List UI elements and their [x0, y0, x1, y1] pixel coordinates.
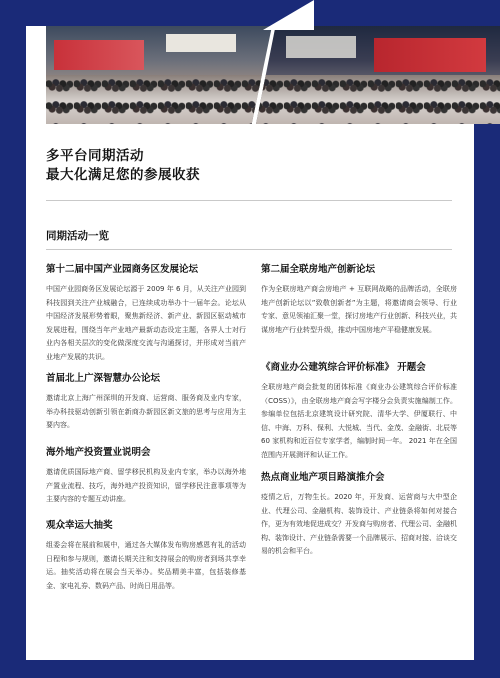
- right-frame-bar: [474, 30, 500, 678]
- event-description: 邀请北京上海广州深圳的开发商、运营商、服务商及业内专家，举办科技驱动创新引领在新商办新园区新文旅的思考与应用为主要内容。: [46, 394, 246, 429]
- event-description: 作为全联房地产商会房地产 + 互联网战略的品牌活动，全联房地产创新论坛以”致敬创新者”为主题，将邀请商会领导、行业专家、意见领袖汇聚一堂，探讨房地产行业创新、科技兴业，共谋房地产行业转型升级，推动中国房地产平稳健康发展。: [261, 285, 457, 334]
- event-item: [46, 373, 246, 433]
- event-photo-conference: [256, 26, 500, 124]
- ceiling-light: [166, 34, 236, 52]
- audience-crowd: [46, 75, 272, 124]
- event-title: 第二届全联房地产创新论坛: [261, 264, 376, 275]
- event-item: [46, 264, 246, 364]
- event-item: [261, 264, 457, 337]
- event-description: 中国产业园商务区发展论坛源于 2009 年 6 月，从关注产业园到科技园到关注产业城融合，已连续成功举办十一届年会。论坛从中国经济发展形势着眼，聚焦新经济、新产业、新园区驱动城市发展进程，围绕当年产业地产最新动态设定主题，各界人士对行业内各相关层次的变化做深度交流与沟通探讨，并形成对当前产业地产发展的共识。: [46, 285, 246, 361]
- section-title: 同期活动一览: [46, 230, 109, 242]
- event-title: 第十二届中国产业园商务区发展论坛: [46, 264, 199, 275]
- event-item: [46, 520, 246, 593]
- event-description: 全联房地产商会批复的团体标准《商业办公建筑综合评价标准（COSS）》，由全联房地产商会写字楼分会负责实施编制工作。参编单位包括北京建筑设计研究院、清华大学、伊厦联行、中信、中海、万科、保利、大悦城、当代、金茂、金融街、北辰等 60 家机构和近百位专家学者，编制时间一年。 2021 年在全国范围内开展测评和认证工作。: [261, 383, 457, 459]
- divider: [46, 200, 452, 201]
- divider: [46, 249, 452, 250]
- stage-backdrop: [374, 38, 486, 72]
- headline-line-2: 最大化满足您的参展收获: [46, 167, 200, 183]
- event-description: 邀请优质国际地产商、留学移民机构及业内专家，举办以海外地产置业流程、技巧，海外地产投资知识，留学移民注意事项等为主要内容的专题互动讲座。: [46, 468, 246, 503]
- page-headline: [46, 147, 200, 185]
- event-item: [261, 362, 457, 462]
- top-frame-bar: [0, 0, 500, 26]
- event-title: 观众幸运大抽奖: [46, 520, 113, 531]
- stage-screen: [54, 40, 144, 70]
- headline-line-1: 多平台同期活动: [46, 148, 144, 164]
- event-title: 热点商业地产项目路演推介会: [261, 472, 385, 483]
- event-photo-forum: [46, 26, 272, 124]
- event-title: 首届北上广深智慧办公论坛: [46, 373, 161, 384]
- ceiling-light: [286, 36, 356, 58]
- event-title: 《商业办公建筑综合评价标准》 开题会: [261, 362, 426, 373]
- event-title: 海外地产投资置业说明会: [46, 447, 151, 458]
- left-frame-bar: [0, 0, 26, 678]
- event-item: [261, 472, 457, 559]
- audience-crowd: [256, 75, 500, 124]
- event-item: [46, 447, 246, 507]
- event-description: 疫情之后，万物生长。2020 年，开发商、运营商与大中型企业、代理公司、金融机构、装饰设计、产业链条将如何对接合作，更为有效地促进成交？开发商与购房者、代理公司、金融机构、装饰设计、产业链条需要一个品牌展示、招商对接、洽谈交易的机会和平台。: [261, 493, 457, 555]
- event-description: 组委会将在展前和展中，通过各大媒体发布购房感恩有礼的活动日程和参与规则，邀请长期关注和支持展会的购房者到场共享幸运。抽奖活动将在展会当天举办。奖品精美丰富，包括装修基金、家电礼券、数码产品、时尚日用品等。: [46, 541, 246, 590]
- bottom-frame-bar: [0, 660, 500, 678]
